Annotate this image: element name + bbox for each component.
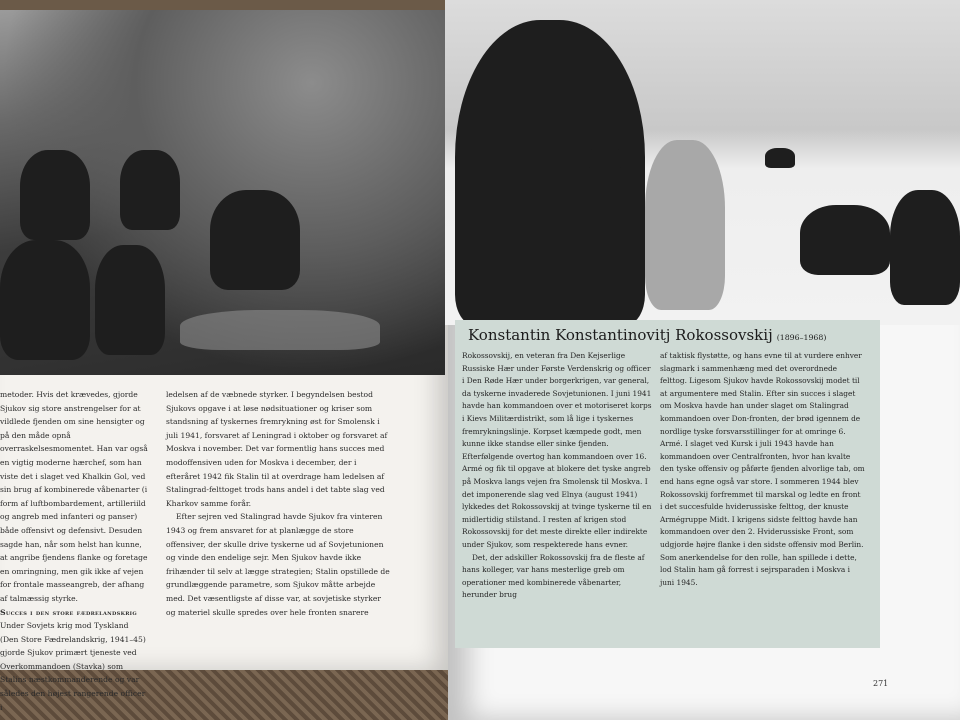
battle-photo bbox=[0, 10, 445, 375]
soldier-silhouette bbox=[800, 205, 890, 275]
debris bbox=[180, 310, 380, 350]
soldier-silhouette bbox=[585, 148, 625, 168]
biography-column-1 bbox=[462, 350, 652, 602]
soldier-silhouette bbox=[0, 240, 90, 360]
soldier-silhouette bbox=[95, 245, 165, 355]
biography-title bbox=[468, 326, 868, 344]
left-column-2 bbox=[166, 388, 391, 619]
soldier-silhouette bbox=[645, 140, 725, 310]
body-paragraph: Efter sejren ved Stalingrad havde Sjukov fra vinteren 1943 og frem ansvaret for at planlægge de store offensiver, der skulle drive tyskerne ud af Sovjetunionen og vinde den endelige sejr. Men Sjukov havde ikke frihænder til selv at lægge strategien; Stalin opstillede de grundlæggende parametre, som Sjukov måtte arbejde med. Det væsentligste af disse var, at sovjetiske styrker og materiel skulle spredes over hele fronten snarere bbox=[166, 512, 390, 617]
soldier-silhouette bbox=[765, 148, 795, 168]
body-paragraph: Det, der adskiller Rokossovskij fra de fleste af hans kolleger, var hans mesterlige greb om operationer med kombinerede våbenarter, herunder brug bbox=[462, 552, 645, 600]
page-number: 271 bbox=[873, 679, 889, 688]
soldier-silhouette bbox=[210, 190, 300, 290]
officer-silhouette bbox=[455, 20, 645, 325]
biography-years: (1896–1968) bbox=[776, 333, 827, 342]
body-paragraph: Rokossovskij, en veteran fra Den Kejserlige Russiske Hær under Første Verdenskrig og officer i Den Røde Hær under borgerkrigen, var general, da tyskerne invaderede Sovjetunionen. I juni 1941 havde han kommandoen over et motoriseret korps i Kievs Militærdistrikt, som lå lige i tyskernes fremrykningslinje. Korpset kæmpede godt, men kunne ikke standse eller sinke fjenden. Efterfølgende overtog han kommandoen over 16. Armé og fik til opgave at blokere det tyske angreb på Moskva langs vejen fra Smolensk til Moskva. I det imponerende slag ved Elnya (august 1941) lykkedes det Rokossovskij at tvinge tyskerne til en midlertidig stilstand. I resten af krigen stod Rokossovskij for det meste direkte eller indirekte under Sjukov, som respekterede hans evner. bbox=[462, 351, 652, 549]
body-paragraph: ledelsen af de væbnede styrker. I begyndelsen bestod Sjukovs opgave i at løse nødsituationer og kriser som standsning af tyskernes fremrykning øst for Smolensk i juli 1941, forsvaret af Leningrad i oktober og forsvaret af Moskva i november. Det var formentlig hans succes med modoffensiven uden for Moskva i december, der i efteråret 1942 fik Stalin til at overdrage ham ledelsen af Stalingrad-felttoget trods hans andel i det tabte slag ved Kharkov samme forår. bbox=[166, 390, 388, 508]
soldier-silhouette bbox=[890, 190, 960, 305]
left-page bbox=[0, 10, 455, 712]
left-column-1 bbox=[0, 388, 148, 714]
biography-name: Konstantin Konstantinovitj Rokossovskij bbox=[468, 326, 773, 344]
body-paragraph: af taktisk flystøtte, og hans evne til at vurdere enhver slagmark i sammenhæng med det overordnede felttog. Ligesom Sjukov havde Rokossovskij modet til at argumentere med Stalin. Efter sin succes i slaget om Moskva havde han under slaget om Stalingrad kommandoen over Don-fronten, der brød igennem de nordlige tyske forsvarsstillinger for at omringe 6. Armé. I slaget ved Kursk i juli 1943 havde han kommandoen over Centralfronten, hvor han kvalte den tyske offensiv og påførte fjenden alvorlige tab, om end hans egne også var store. I sommeren 1944 blev Rokossovskij forfremmet til marskal og ledte en front i det succesfulde hviderussiske felttog, der knuste Armégruppe Midt. I krigens sidste felttog havde han kommandoen over den 2. Hviderussiske Front, som udgjorde højre flanke i den sidste offensiv mod Berlin. Som anerkendelse for den rolle, han spillede i dette, lod Stalin ham gå forrest i sejrsparaden i Moskva i juni 1945. bbox=[660, 351, 865, 587]
soldier-silhouette bbox=[120, 150, 180, 230]
soldier-silhouette bbox=[20, 150, 90, 240]
biography-column-2 bbox=[660, 350, 865, 589]
body-paragraph: Under Sovjets krig mod Tyskland (Den Store Fædrelandskrig, 1941–45) gjorde Sjukov primært tjeneste ved Overkommandoen (Stavka) som Stalins næstkommanderende og var således den højest rangerende officer i bbox=[0, 621, 146, 712]
winter-photo bbox=[445, 0, 960, 325]
section-subhead: Succes i den store fædrelandskrig bbox=[0, 607, 137, 617]
body-paragraph: metoder. Hvis det krævedes, gjorde Sjukov sig store anstrengelser for at vildlede fjenden om sine hensigter og på den måde opnå overraskelsesmomentet. Han var også en vigtig moderne hærchef, som han viste det i slaget ved Khalkin Gol, ved sin brug af kombinerede våbenarter (i form af luftbombardement, artilleriild og angreb med infanteri og panser) både offensivt og defensivt. Desuden sagde han, når som helst han kunne, at angribe fjendens flanke og foretage en omringning, men gik ikke af vejen for frontale masseangreb, der afhang af talmæssig styrke. bbox=[0, 390, 148, 603]
